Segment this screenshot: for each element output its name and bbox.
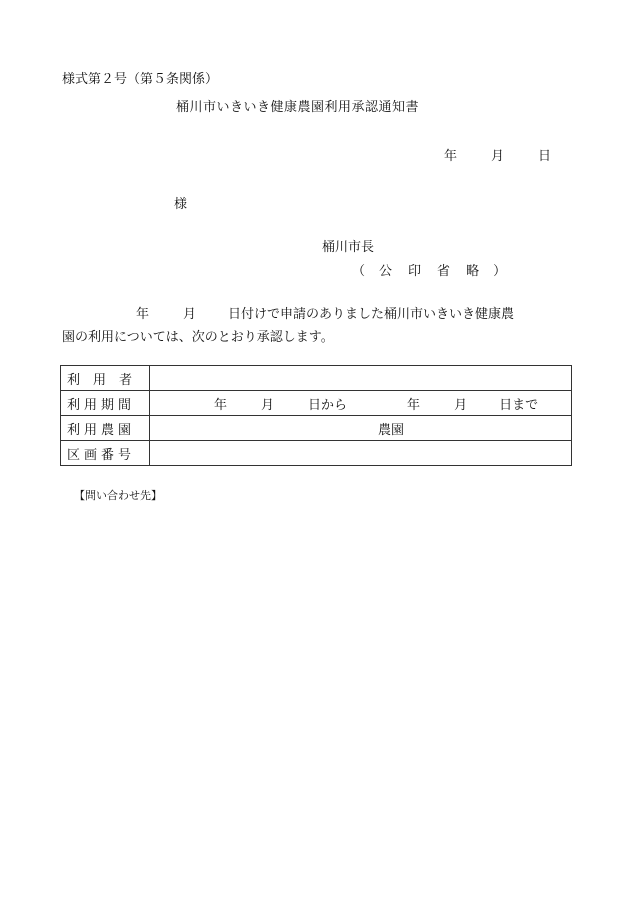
approval-text <box>62 303 572 349</box>
period-from-month: 月 <box>261 397 275 413</box>
plot-value-cell <box>150 441 572 466</box>
table-row <box>61 366 572 391</box>
body-line2: 園の利用については、次のとおり承認します。 <box>62 330 334 345</box>
seal-char: 公 <box>379 264 393 279</box>
date-day: 日 <box>538 149 552 164</box>
row-label-period: 利用期間 <box>61 391 150 416</box>
row-label-user: 利 用 者 <box>61 366 150 391</box>
farm-value-cell <box>150 416 572 441</box>
document-title: 桶川市いきいき健康農園利用承認通知書 <box>176 100 420 115</box>
date-year: 年 <box>444 149 458 164</box>
period-value-cell <box>150 391 572 416</box>
addressee-suffix: 様 <box>174 197 188 212</box>
seal-close-paren: ） <box>493 264 507 279</box>
issue-date <box>444 145 551 164</box>
table-row <box>61 441 572 466</box>
body-line1: 日付けで申請のありました桶川市いきいき健康農 <box>228 307 515 322</box>
seal-omitted <box>352 260 506 279</box>
farm-suffix: 農園 <box>378 422 405 438</box>
user-value-cell <box>150 366 572 391</box>
seal-char: 省 <box>437 264 451 279</box>
period-to-year: 年 <box>407 397 421 413</box>
seal-open-paren: （ <box>352 264 366 279</box>
inquiry-heading: 【問い合わせ先】 <box>74 489 162 502</box>
table-row <box>61 416 572 441</box>
row-label-farm: 利用農園 <box>61 416 150 441</box>
table-row <box>61 391 572 416</box>
date-month: 月 <box>491 149 505 164</box>
approval-details-table <box>60 365 572 466</box>
period-to-month: 月 <box>454 397 468 413</box>
issuer-name: 桶川市長 <box>322 240 375 255</box>
period-to-day: 日まで <box>499 397 539 413</box>
period-from-day: 日から <box>308 397 348 413</box>
period-from-year: 年 <box>214 397 228 413</box>
seal-char: 印 <box>408 264 422 279</box>
body-year: 年 <box>136 307 150 322</box>
body-month: 月 <box>183 307 197 322</box>
row-label-plot: 区画番号 <box>61 441 150 466</box>
form-number: 様式第２号（第５条関係） <box>62 72 219 87</box>
seal-char: 略 <box>466 264 480 279</box>
